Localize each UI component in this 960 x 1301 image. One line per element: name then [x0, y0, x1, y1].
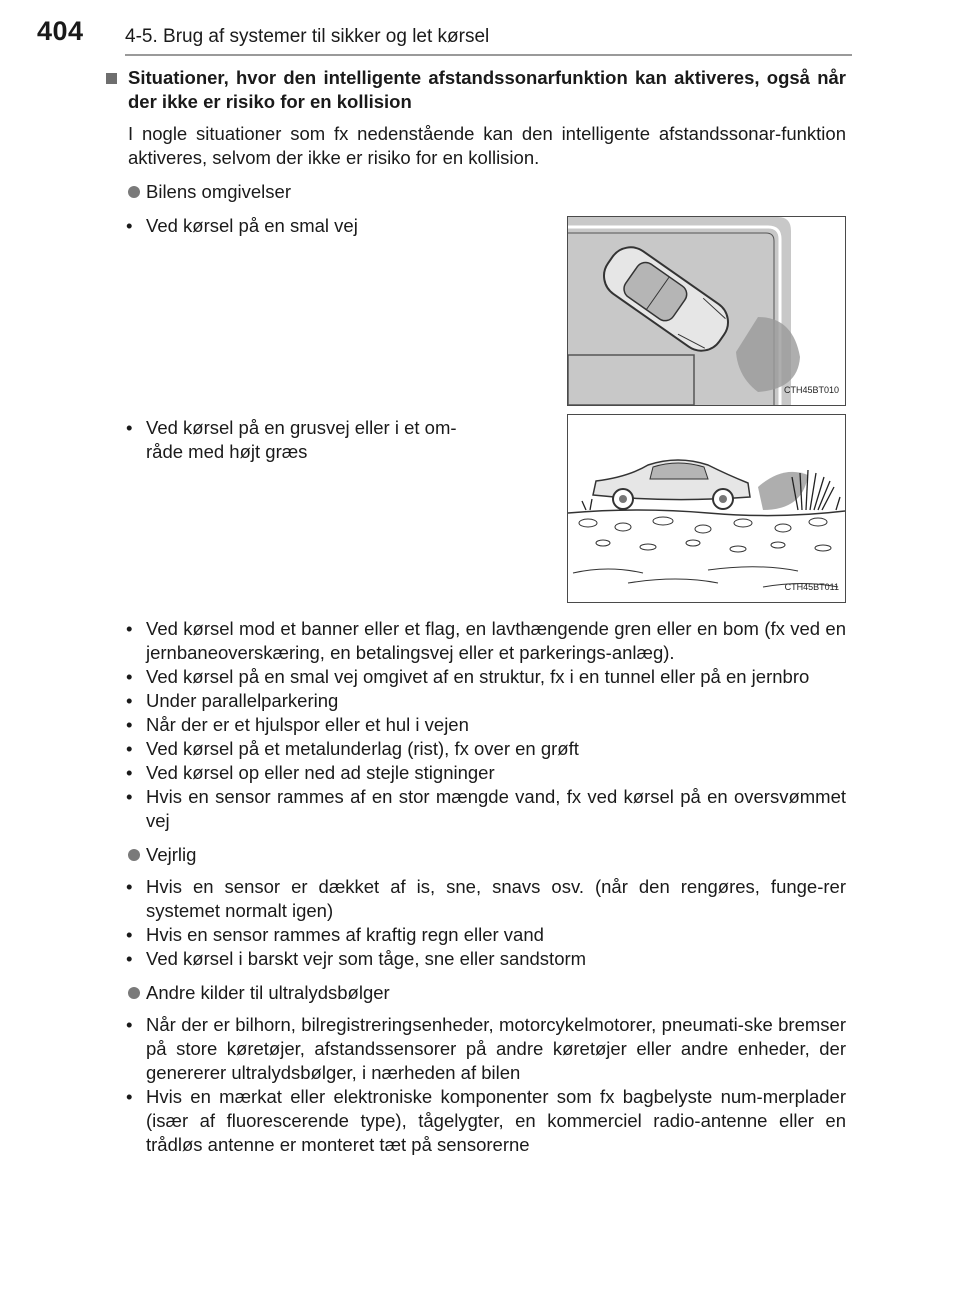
list-item: • Ved kørsel på en smal vej: [126, 214, 486, 238]
weather-list: [106, 875, 846, 971]
list-item: • Hvis en sensor rammes af en stor mængde vand, fx ved kørsel på en oversvømmet vej: [126, 785, 846, 833]
circle-bullet-icon: [128, 987, 140, 999]
figure-row-1: [106, 204, 846, 406]
list-item: • Hvis en mærkat eller elektroniske komponenter som fx bagbelyste num-merplader (især af fluorescerende type), tågelygter, en kommerciel radio-antenne eller en trådløs antenne er monteret tæt på sensorerne: [126, 1085, 846, 1157]
category-title: Andre kilder til ultralydsbølger: [146, 982, 390, 1003]
list-item: • Ved kørsel på et metalunderlag (rist), fx over en grøft: [126, 737, 846, 761]
header-rule: [125, 54, 852, 56]
category-weather: [128, 843, 846, 867]
page-number: 404: [37, 16, 84, 46]
section-title: 4-5. Brug af systemer til sikker og let kørsel: [125, 26, 490, 47]
category-title: Vejrlig: [146, 844, 197, 865]
narrow-road-illustration: [567, 216, 846, 406]
figure-code: CTH45BT011: [784, 582, 839, 592]
list-item: • Under parallelparkering: [126, 689, 846, 713]
ultrasonic-list: [106, 1013, 846, 1157]
gravel-road-illustration: [567, 414, 846, 603]
square-bullet-icon: [106, 66, 128, 114]
heading-text: Situationer, hvor den intelligente afstandssonarfunktion kan aktiveres, også når der ikke er risiko for en kollision: [128, 67, 846, 112]
category-surroundings: [128, 180, 846, 204]
list-item: • Hvis en sensor rammes af kraftig regn eller vand: [126, 923, 846, 947]
figure-row-2: [106, 406, 846, 603]
page-content: [106, 66, 846, 1157]
list-item: • Når der er bilhorn, bilregistreringsenheder, motorcykelmotorer, pneumati-ske bremser på store køretøjer, afstandssensorer på andre køretøjer eller andre enheder, der genererer ultralydsbølger, i nærheden af bilen: [126, 1013, 846, 1085]
list-item: • Hvis en sensor er dækket af is, sne, snavs osv. (når den rengøres, funge-rer systemet normalt igen): [126, 875, 846, 923]
list-item: • Ved kørsel op eller ned ad stejle stigninger: [126, 761, 846, 785]
page-header: [0, 0, 960, 60]
list-item: • Ved kørsel i barskt vejr som tåge, sne eller sandstorm: [126, 947, 846, 971]
category-title: Bilens omgivelser: [146, 181, 291, 202]
list-item: • Når der er et hjulspor eller et hul i vejen: [126, 713, 846, 737]
circle-bullet-icon: [128, 186, 140, 198]
list-item: • Ved kørsel på en smal vej omgivet af en struktur, fx i en tunnel eller på en jernbro: [126, 665, 846, 689]
list-item: • Ved kørsel på en grusvej eller i et om-råde med højt græs: [126, 416, 486, 464]
category-ultrasonic: [128, 981, 846, 1005]
section-heading: [106, 66, 846, 114]
surroundings-list: [106, 617, 846, 833]
figure-code: CTH45BT010: [783, 385, 839, 395]
circle-bullet-icon: [128, 849, 140, 861]
intro-paragraph: I nogle situationer som fx nedenstående kan den intelligente afstandssonar-funktion aktiveres, selvom der ikke er risiko for en kollision.: [128, 123, 846, 168]
list-item: • Ved kørsel mod et banner eller et flag, en lavthængende gren eller en bom (fx ved en jernbaneoverskæring, en betalingsvej eller et parkerings-anlæg).: [126, 617, 846, 665]
